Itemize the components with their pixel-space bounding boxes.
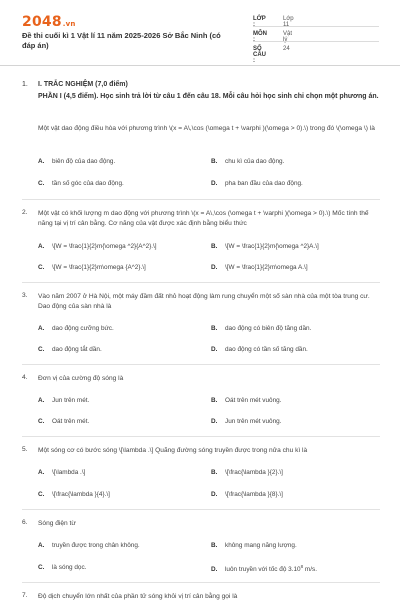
option-text: dao động tắt dần. bbox=[52, 346, 102, 353]
option-letter: A. bbox=[38, 325, 45, 332]
option-text: Oát trên mét. bbox=[52, 418, 90, 425]
option-text: Jun trên mét vuông. bbox=[225, 418, 282, 425]
option-text: pha ban đầu của dao động. bbox=[225, 180, 303, 187]
meta-class-label: LỚP : bbox=[253, 16, 266, 28]
section-number: 1. bbox=[22, 81, 28, 88]
option-letter: D. bbox=[211, 418, 218, 425]
question-6-option-a[interactable] bbox=[38, 542, 140, 549]
option-letter: A. bbox=[38, 469, 45, 476]
option-letter: C. bbox=[38, 564, 45, 571]
option-text: tần số góc của dao động. bbox=[52, 180, 124, 187]
question-1-option-b[interactable] bbox=[211, 158, 284, 165]
question-3-number: 3. bbox=[22, 292, 28, 299]
question-4-option-b[interactable] bbox=[211, 397, 281, 404]
option-letter: A. bbox=[38, 542, 45, 549]
option-text: \[W = \frac{1}{2}m\omega A.\] bbox=[225, 264, 308, 271]
question-2-text: Một vật có khối lượng m dao động với phương trình \(x = A\,\cos (\omega t + \varphi )(\omega > 0).\) Mốc tính thế năng tại vị trí cân bằng. Cơ năng của vật được xác định bằng biểu thức bbox=[38, 210, 369, 227]
question-divider bbox=[22, 436, 380, 437]
question-2-option-a[interactable] bbox=[38, 243, 157, 250]
option-letter: C. bbox=[38, 180, 45, 187]
question-4-number: 4. bbox=[22, 374, 28, 381]
option-letter: A. bbox=[38, 243, 45, 250]
option-letter: B. bbox=[211, 397, 218, 404]
question-1-option-c[interactable] bbox=[38, 180, 124, 187]
option-text: không mang năng lượng. bbox=[225, 542, 297, 549]
question-1-option-a[interactable] bbox=[38, 158, 115, 165]
question-7-number: 7. bbox=[22, 592, 28, 599]
option-letter: A. bbox=[38, 397, 45, 404]
meta-count-value: 24 bbox=[283, 46, 290, 52]
option-letter: C. bbox=[38, 418, 45, 425]
question-4-option-c[interactable] bbox=[38, 418, 89, 425]
option-letter: C. bbox=[38, 264, 45, 271]
logo-main: 2048 bbox=[22, 14, 62, 30]
part-instructions: PHẦN I (4,5 điểm). Học sinh trả lời từ câu 1 đến câu 18. Mỗi câu hỏi học sinh chỉ chọn một phương án. bbox=[38, 93, 379, 100]
question-2-option-b[interactable] bbox=[211, 243, 319, 250]
meta-divider bbox=[253, 26, 379, 27]
option-text: \[\lambda .\] bbox=[52, 469, 86, 476]
option-text: \[\frac{\lambda }{4}.\] bbox=[52, 491, 110, 498]
question-divider bbox=[22, 199, 380, 200]
question-6-option-c[interactable] bbox=[38, 564, 86, 571]
question-2-option-c[interactable] bbox=[38, 264, 146, 271]
question-6-option-d[interactable] bbox=[211, 564, 317, 573]
option-letter: B. bbox=[211, 542, 218, 549]
option-text: Oát trên mét vuông. bbox=[225, 397, 282, 404]
question-divider bbox=[22, 282, 380, 283]
option-letter: A. bbox=[38, 158, 45, 165]
question-6-number: 6. bbox=[22, 519, 28, 526]
question-3-option-a[interactable] bbox=[38, 325, 114, 332]
question-2-option-d[interactable] bbox=[211, 264, 308, 271]
meta-subject-value: Vật lý bbox=[283, 31, 293, 43]
question-6-option-b[interactable] bbox=[211, 542, 297, 549]
question-divider bbox=[22, 582, 380, 583]
option-text: dao động cưỡng bức. bbox=[52, 325, 114, 332]
option-letter: C. bbox=[38, 491, 45, 498]
logo-suffix: .vn bbox=[62, 20, 76, 28]
page-header bbox=[0, 0, 400, 66]
option-text: \[\frac{\lambda }{2}.\] bbox=[225, 469, 283, 476]
option-letter: B. bbox=[211, 469, 218, 476]
meta-class-value: Lớp 11 bbox=[283, 16, 294, 28]
meta-divider bbox=[253, 41, 379, 42]
meta-subject-label: MÔN : bbox=[253, 31, 267, 43]
option-text: truyền được trong chân không. bbox=[52, 542, 140, 549]
site-logo[interactable] bbox=[22, 14, 76, 30]
question-4-option-d[interactable] bbox=[211, 418, 281, 425]
question-6-text: Sóng điện từ bbox=[38, 520, 76, 527]
option-text: chu kì của dao động. bbox=[225, 158, 285, 165]
question-4-text: Đơn vị của cường độ sóng là bbox=[38, 375, 124, 382]
option-letter: D. bbox=[211, 264, 218, 271]
option-text: là sóng dọc. bbox=[52, 564, 87, 571]
option-text: biên độ của dao động. bbox=[52, 158, 116, 165]
option-text: luôn truyền với tốc độ 3.10 bbox=[225, 566, 301, 574]
option-text: \[W = \frac{1}{2}m{\omega ^2}{A^2}.\] bbox=[52, 243, 157, 250]
option-letter: B. bbox=[211, 325, 218, 332]
exam-title: Đề thi cuối kì 1 Vật lí 11 năm 2025-2026 Sở Bắc Ninh (có đáp án) bbox=[22, 31, 221, 50]
question-1-text: Một vật dao động điều hòa với phương trình \(x = A\,\cos (\omega t + \varphi )(\omega > 0).\) trong đó \(\omega \) là bbox=[38, 125, 375, 132]
option-letter: D. bbox=[211, 346, 218, 353]
question-2-number: 2. bbox=[22, 209, 28, 216]
section-title: I. TRẮC NGHIỆM (7,0 điểm) bbox=[38, 81, 128, 88]
question-5-option-c[interactable] bbox=[38, 491, 110, 498]
option-letter: D. bbox=[211, 491, 218, 498]
question-5-option-b[interactable] bbox=[211, 469, 283, 476]
question-3-text: Vào năm 2007 ở Hà Nội, một máy đầm đất nhỏ hoạt động làm rung chuyển một số sàn nhà của một tòa trung cư. Dao động của sàn nhà là bbox=[38, 293, 370, 310]
option-letter: B. bbox=[211, 158, 218, 165]
option-text: m/s. bbox=[303, 566, 317, 574]
question-divider bbox=[22, 364, 380, 365]
option-text: dao động có biên độ tăng dần. bbox=[225, 325, 312, 332]
question-3-option-d[interactable] bbox=[211, 346, 308, 353]
option-letter: D. bbox=[211, 566, 218, 574]
question-5-option-a[interactable] bbox=[38, 469, 85, 476]
option-text: \[\frac{\lambda }{8}.\] bbox=[225, 491, 283, 498]
question-3-option-b[interactable] bbox=[211, 325, 311, 332]
question-1-option-d[interactable] bbox=[211, 180, 303, 187]
option-text: dao động có tần số tăng dần. bbox=[225, 346, 308, 353]
option-text: \[W = \frac{1}{2}m{\omega ^2}A.\] bbox=[225, 243, 319, 250]
question-5-text: Một sóng cơ có bước sóng \[\lambda .\] Quãng đường sóng truyền được trong nửa chu kì là bbox=[38, 447, 308, 454]
option-text: Jun trên mét. bbox=[52, 397, 90, 404]
question-divider bbox=[22, 509, 380, 510]
question-5-option-d[interactable] bbox=[211, 491, 283, 498]
question-4-option-a[interactable] bbox=[38, 397, 89, 404]
question-3-option-c[interactable] bbox=[38, 346, 102, 353]
option-letter: B. bbox=[211, 243, 218, 250]
meta-count-label: SỐ CÂU : bbox=[253, 46, 266, 64]
option-letter: C. bbox=[38, 346, 45, 353]
question-5-number: 5. bbox=[22, 446, 28, 453]
question-7-text: Độ dịch chuyển lớn nhất của phần tử sóng khỏi vị trí cân bằng gọi là bbox=[38, 593, 238, 600]
option-text: \[W = \frac{1}{2}m\omega {A^2}.\] bbox=[52, 264, 146, 271]
superscript-exponent: 8 bbox=[300, 564, 304, 569]
option-letter: D. bbox=[211, 180, 218, 187]
